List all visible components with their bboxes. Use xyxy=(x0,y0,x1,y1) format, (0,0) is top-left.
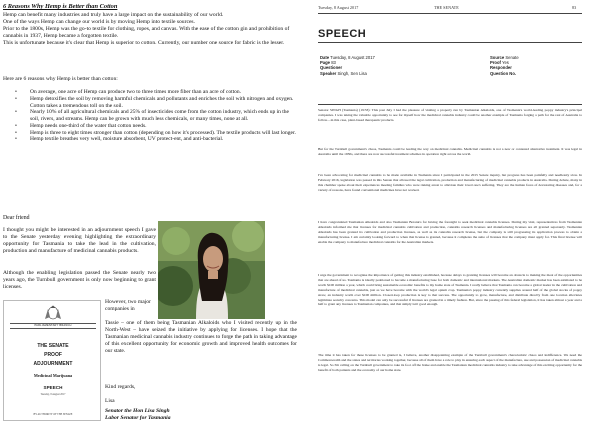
meta-value: Senate xyxy=(505,55,519,60)
senator-photo xyxy=(158,221,265,319)
salutation: Dear friend xyxy=(3,215,30,221)
speech-heading: SPEECH xyxy=(318,28,367,40)
intro-paragraph: Prior to the 1800s, Hemp was the go-to textile for clothing, ropes, and canvas. With the ease of the cotton gin and prohibition of cannabis in 1937, Hemp became a forgotten textile. xyxy=(3,26,290,40)
hansard-booklet-cover xyxy=(3,300,101,421)
header-rule xyxy=(318,13,582,14)
meta-value: Singh, Sen Lisa xyxy=(337,70,367,76)
meta-label: Page xyxy=(320,60,331,66)
booklet-date: Tuesday, 8 August 2017 xyxy=(40,393,66,396)
intro-paragraph: One of the ways Hemp can change our world is by moving Hemp into textile sources. xyxy=(3,19,196,26)
reason-item: • On average, one acre of Hemp can produce two to three times more fiber than an acre of cotton. xyxy=(3,89,297,96)
portrait-image xyxy=(158,221,265,319)
meta-label: Speaker xyxy=(320,70,337,76)
header-house: THE SENATE xyxy=(434,5,459,10)
booklet-proof: PROOF xyxy=(44,352,62,358)
meta-rule xyxy=(318,104,582,105)
booklet-house: PARLIAMENTARY BRANCH xyxy=(34,324,72,327)
speech-paragraph: I have congratulated Tasmanian Alkaloids and also Tasmanian Botanics for having the foresight to seek medicinal cannabis licenses. During my visit, representatives from Tasmanian Alkaloids informed me that licenses for medicinal cannabis cultivation and production, cannabis research licenses and manufacturing licenses are all granted separately. Tasmanian Alkaloids has been granted its cultivation and production licenses, as well as its cannabis research license, but the company is still progressing its application process to obtain a manufacturing license. I am certainly looking forward to when that license is granted, because it completes the suite of licenses that the company must apply for. This final license will enable the company to manufacture medicinal cannabis for the Australian markets. xyxy=(318,220,582,244)
meta-left xyxy=(320,55,375,76)
reason-item: • Hemp textile breathes very well, moisture absorbent, UV protect-ent, and anti-bacterial. xyxy=(3,136,297,143)
divider xyxy=(10,328,96,329)
reason-item: • Hemp detoxifies the soil by removing harmful chemicals and pollutants and enriches the soil with nitrogen and oxygen. Cotton takes a tremendous toll on the soil. xyxy=(3,96,297,110)
booklet-chamber: THE SENATE xyxy=(37,343,69,349)
letter-paragraph: However, two major companies in xyxy=(105,299,151,312)
letter-paragraph: I thought you might be interested in an adjournment speech I gave to the Senate yesterday evening highlighting the extraordinary opportunity for Tasmania to take the lead in the cultivation, production and manufacture of medicinal cannabis products. xyxy=(3,227,156,254)
meta-right xyxy=(490,55,519,76)
article-title: 6 Reasons Why Hemp is Better than Cotton xyxy=(3,3,118,10)
booklet-speech: SPEECH xyxy=(43,385,63,390)
booklet-authority: BY AUTHORITY OF THE SENATE xyxy=(33,413,73,416)
intro-paragraph: This is unfortunate because it's clear that Hemp is superior to cotton. Currently, our number one source for fabric is the lesser. xyxy=(3,40,285,47)
signature-name: Lisa xyxy=(105,398,115,404)
meta-label: Proof xyxy=(490,60,501,66)
speech-paragraph: Senator SINGH (Tasmania) (19:33): This past July I had the pleasure of visiting a property run by Tasmanian Alkaloids, one of Tasmania's world-leading poppy industry's principal companies. I was taking the valuable opportunity to see for myself how the medicinal cannabis industry could be another example of Tasmania forging a path for the rest of Australia to follow—in this case, plant-based therapeutic products. xyxy=(318,108,582,122)
reason-item: • Hemp needs one-third of the water that cotton needs. xyxy=(3,123,297,130)
letter-paragraph: Although the enabling legislation passed the Senate nearly two years ago, the Turnbull government is only now beginning to grant licenses. xyxy=(3,270,156,290)
hansard-page xyxy=(300,0,600,424)
reasons-list xyxy=(3,89,297,143)
booklet-topic: Medicinal Marijuana xyxy=(33,373,73,378)
letter-paragraph: Tassie – one of them being Tasmanian Alkaloids who I visited recently up in the North-West – have seized the initiative by applying for licenses. I hope that the Tasmanian medicinal cannabis industry continues to forge the path in taking advantage of this excellent opportunity for economic growth and improved health outcomes for our state. xyxy=(105,320,297,354)
speech-paragraph: I've been advocating for medicinal cannabis to be made available in Tasmania since I participated in the 2015 Senate inquiry, but progress has been painfully and needlessly slow. In February 2016, legislation was passed in this Senate that allowed the legal cultivation, production and manufacturing of medicinal cannabis products in Australia. During debate, many in this chamber spoke about their experiences meeting families who were risking arrest to alleviate their loved one's suffering. They are the human faces of devastating diseases and, for a variety of reasons, have found conventional medicines have not worked. xyxy=(318,173,582,192)
signature-title: Senator the Hon Lisa Singh xyxy=(105,408,170,414)
signature-role: Labor Senator for Tasmania xyxy=(105,415,171,421)
article-intro xyxy=(3,12,297,47)
heading-rule xyxy=(318,42,582,43)
closing: Kind regards, xyxy=(105,384,136,390)
meta-label: Source xyxy=(490,55,505,60)
intro-paragraph: Hemp can benefit many industries and truly have a large impact on the sustainability of our world. xyxy=(3,12,224,18)
meta-value: 83 xyxy=(331,60,336,66)
reasons-lead: Here are 6 reasons why Hemp is better than cotton: xyxy=(3,76,118,82)
reason-item: • Hemp is three to eight times stronger than cotton (depending on how it's processed). The textile products will last longer. xyxy=(3,130,297,137)
header-date: Tuesday, 8 August 2017 xyxy=(318,5,359,10)
meta-label: Responder xyxy=(490,65,512,71)
meta-value: Tuesday, 8 August 2017 xyxy=(330,55,375,60)
header-page-number: 83 xyxy=(572,5,577,10)
meta-label: Question No. xyxy=(490,70,517,76)
coat-of-arms-icon xyxy=(39,305,67,321)
speech-paragraph: The time it has taken for these licenses to be granted is, I believe, another disappointing example of the Turnbull government's characteristic chaos and indifference. We need the Commonwealth and the states and territories working together, because all of them have a role to play in ensuring each aspect of the manufacture, use and possession of medicinal cannabis is legal. So I'm calling on the Turnbull government to take its foot off the brake and enable the Tasmanian medicinal cannabis industry to take advantage of this exciting opportunity for the benefit of both patients and the economy of our home state. xyxy=(318,353,582,372)
signature-block xyxy=(105,408,255,422)
meta-label: Date xyxy=(320,55,330,60)
reason-item: • Nearly 10% of all agricultural chemicals and 25% of insecticides come from the cotton industry, which ends up in the soil, rivers, and streams. Hemp can be grown with much less chemicals, or many times, none at all. xyxy=(3,109,297,123)
speech-paragraph: But for the Turnbull government's chaos, Tasmania could be leading the way on medicinal cannabis. Medicinal cannabis is not a new or contested alternative treatment. It was legal in Australia until the 1930s, and there are now successful treatment schemes in operation right across the world. xyxy=(318,147,582,156)
meta-label: Questioner xyxy=(320,65,343,71)
speech-paragraph: I urge the government to recognise the importance of getting this industry established, because delays to granting licenses will become an obstacle to making the most of the opportunities that are ahead of us. Tasmania is ideally positioned to become a manufacturing base for both domestic and international markets. The Australian domestic market has been estimated to be worth $100 million a year, which could bring sustainable economic benefits to my home state of Tasmania. I really believe that Tasmania can become a global leader in the cultivation and manufacture of medicinal cannabis, just as we have become with the world's legal opium crop. Tasmania's poppy industry currently supplies around half of the global stocks of poppy straw, an industry worth over $100 million. Closed-loop production is key to that success. The opportunity to grow, manufacture, and distribute directly from one location alleviates legitimate security concerns. This model can only be successful if licenses are granted in a timely fashion. But, since the passing of this federal legislation, it has taken almost a year and a half to grant any licenses to Tasmanian companies, and that simply isn't good enough. xyxy=(318,273,582,307)
meta-value: Yes xyxy=(502,60,509,66)
booklet-adjournment: ADJOURNMENT xyxy=(33,361,73,367)
